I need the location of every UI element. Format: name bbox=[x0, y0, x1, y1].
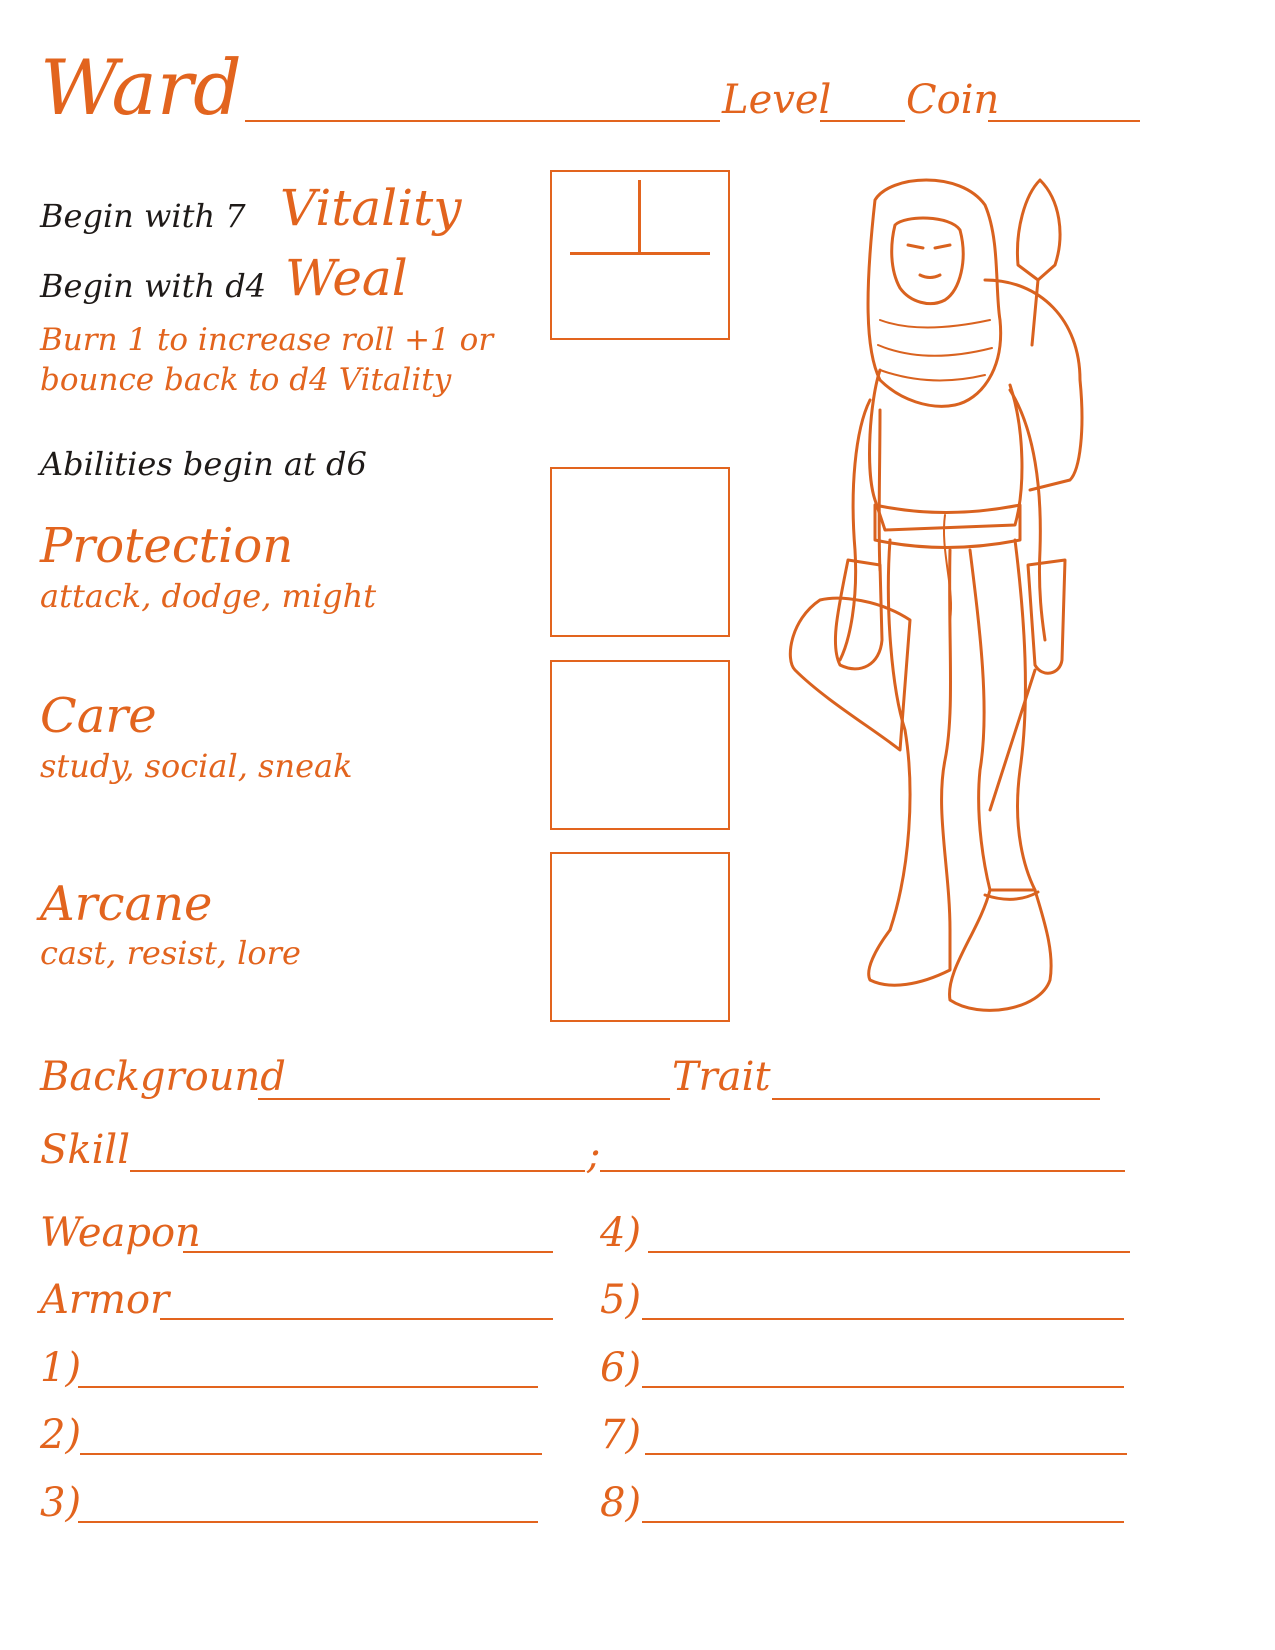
coin-label: Coin bbox=[906, 77, 1000, 123]
slot-4-label: 4) bbox=[600, 1210, 642, 1256]
skill-field-1[interactable] bbox=[130, 1170, 585, 1172]
level-field[interactable] bbox=[820, 120, 905, 122]
slot-2-field[interactable] bbox=[80, 1453, 542, 1455]
armor-label: Armor bbox=[40, 1277, 170, 1323]
slot-2-label: 2) bbox=[40, 1412, 82, 1458]
ward-character-illustration-icon bbox=[780, 170, 1110, 1030]
weal-note-line-2: bounce back to d4 Vitality bbox=[40, 362, 452, 398]
level-label: Level bbox=[722, 77, 832, 123]
slot-5-label: 5) bbox=[600, 1277, 642, 1323]
weal-note bbox=[40, 320, 493, 400]
slot-8-field[interactable] bbox=[642, 1521, 1124, 1523]
slot-1-label: 1) bbox=[40, 1345, 82, 1391]
skill-field-2[interactable] bbox=[600, 1170, 1125, 1172]
ability-protection-name: Protection bbox=[40, 518, 294, 574]
background-field[interactable] bbox=[258, 1098, 670, 1100]
background-label: Background bbox=[40, 1054, 286, 1100]
vitality-begin-text: Begin with 7 bbox=[40, 197, 246, 235]
ability-care-name: Care bbox=[40, 688, 157, 744]
slot-7-label: 7) bbox=[600, 1412, 642, 1458]
ability-arcane-box[interactable] bbox=[550, 852, 730, 1022]
skill-separator: ; bbox=[587, 1132, 601, 1178]
ability-arcane-name: Arcane bbox=[40, 876, 213, 932]
vitality-label: Vitality bbox=[280, 179, 462, 237]
weal-label: Weal bbox=[285, 249, 408, 307]
ability-arcane-skills: cast, resist, lore bbox=[40, 934, 301, 972]
character-class-title: Ward bbox=[40, 43, 242, 132]
ability-protection-box[interactable] bbox=[550, 467, 730, 637]
ability-care-box[interactable] bbox=[550, 660, 730, 830]
weal-begin-text: Begin with d4 bbox=[40, 267, 267, 305]
skill-label: Skill bbox=[40, 1127, 131, 1173]
ability-protection-skills: attack, dodge, might bbox=[40, 577, 377, 615]
slot-6-label: 6) bbox=[600, 1345, 642, 1391]
slot-8-label: 8) bbox=[600, 1480, 642, 1526]
slot-4-field[interactable] bbox=[648, 1251, 1130, 1253]
armor-field[interactable] bbox=[160, 1318, 553, 1320]
name-field[interactable] bbox=[245, 120, 720, 122]
abilities-note: Abilities begin at d6 bbox=[40, 445, 367, 483]
vitality-weal-box[interactable] bbox=[550, 170, 730, 340]
ability-care-skills: study, social, sneak bbox=[40, 747, 353, 785]
slot-1-field[interactable] bbox=[78, 1386, 538, 1388]
slot-3-field[interactable] bbox=[78, 1521, 538, 1523]
weapon-field[interactable] bbox=[183, 1251, 553, 1253]
slot-6-field[interactable] bbox=[642, 1386, 1124, 1388]
weapon-label: Weapon bbox=[40, 1210, 201, 1256]
slot-7-field[interactable] bbox=[645, 1453, 1127, 1455]
coin-field[interactable] bbox=[988, 120, 1140, 122]
box-divider-vertical bbox=[638, 180, 641, 254]
slot-5-field[interactable] bbox=[642, 1318, 1124, 1320]
trait-label: Trait bbox=[672, 1054, 771, 1100]
weal-note-line-1: Burn 1 to increase roll +1 or bbox=[40, 322, 494, 358]
slot-3-label: 3) bbox=[40, 1480, 82, 1526]
trait-field[interactable] bbox=[772, 1098, 1100, 1100]
